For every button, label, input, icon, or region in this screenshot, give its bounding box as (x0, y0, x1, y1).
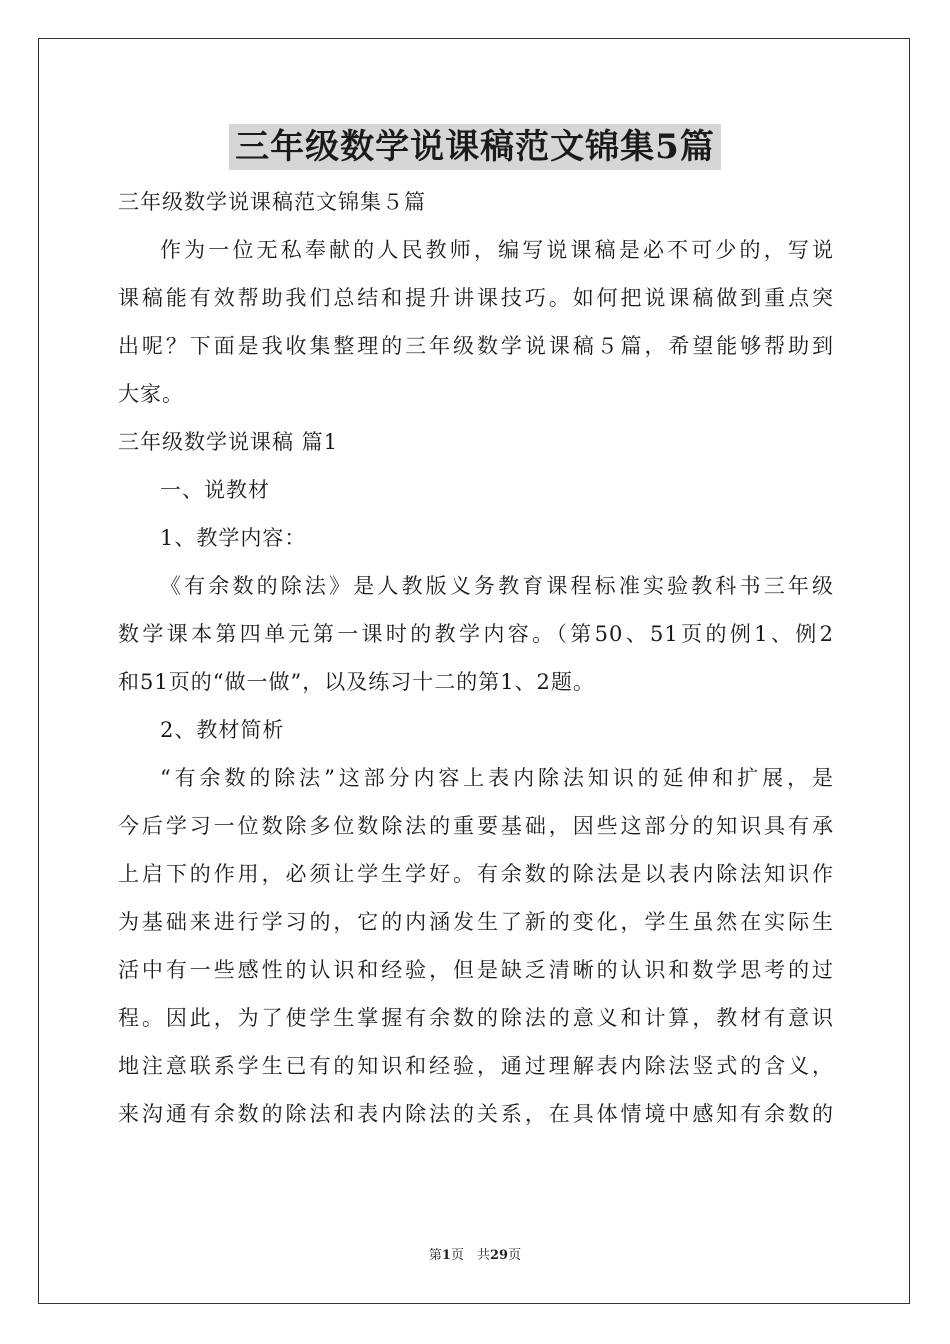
body-line: 为基础来进行学习的，它的内涵发生了新的变化，学生虽然在实际生 (118, 910, 834, 934)
page-footer (0, 1244, 950, 1263)
document-title: 三年级数学说课稿范文锦集5篇 (229, 124, 721, 170)
body-line: 和51页的“做一做”，以及练习十二的第1、2题。 (118, 670, 595, 694)
body-line: “有余数的除法”这部分内容上表内除法知识的延伸和扩展，是 (160, 766, 834, 790)
body-line: 今后学习一位数除多位数除法的重要基础，因些这部分的知识具有承 (118, 814, 834, 838)
footer-prefix: 第 (428, 1248, 442, 1263)
body-line: 作为一位无私奉献的人民教师，编写说课稿是必不可少的，写说 (160, 238, 834, 262)
footer-total-pages: 29 (489, 1248, 509, 1263)
body-line: 《有余数的除法》是人教版义务教育课程标准实验教科书三年级 (160, 574, 834, 598)
body-line: 2、教材简析 (160, 718, 285, 742)
body-line: 大家。 (118, 382, 184, 406)
body-line: 出呢？下面是我收集整理的三年级数学说课稿５篇，希望能够帮助到 (118, 334, 834, 358)
body-line: 三年级数学说课稿范文锦集５篇 (118, 190, 426, 214)
title-block (0, 124, 950, 170)
body-line: 1、教学内容： (160, 526, 307, 550)
body-line: 来沟通有余数的除法和表内除法的关系，在具体情境中感知有余数的 (118, 1102, 834, 1126)
body-line: 课稿能有效帮助我们总结和提升讲课技巧。如何把说课稿做到重点突 (118, 286, 834, 310)
body-line: 三年级数学说课稿 篇1 (118, 430, 339, 454)
body-line: 活中有一些感性的认识和经验，但是缺乏清晰的认识和数学思考的过 (118, 958, 834, 982)
body-line: 程。因此，为了使学生掌握有余数的除法的意义和计算，教材有意识 (118, 1006, 834, 1030)
document-body (118, 178, 834, 1138)
body-line: 地注意联系学生已有的知识和经验，通过理解表内除法竖式的含义， (118, 1054, 834, 1078)
body-line: 数学课本第四单元第一课时的教学内容。（第50、51页的例1、例2 (118, 622, 834, 646)
body-line: 上启下的作用，必须让学生学好。有余数的除法是以表内除法知识作 (118, 862, 834, 886)
footer-mid: 页 共 (450, 1248, 490, 1263)
footer-suffix: 页 (508, 1248, 522, 1263)
footer-current-page: 1 (441, 1248, 451, 1263)
body-line: 一、说教材 (160, 478, 270, 502)
